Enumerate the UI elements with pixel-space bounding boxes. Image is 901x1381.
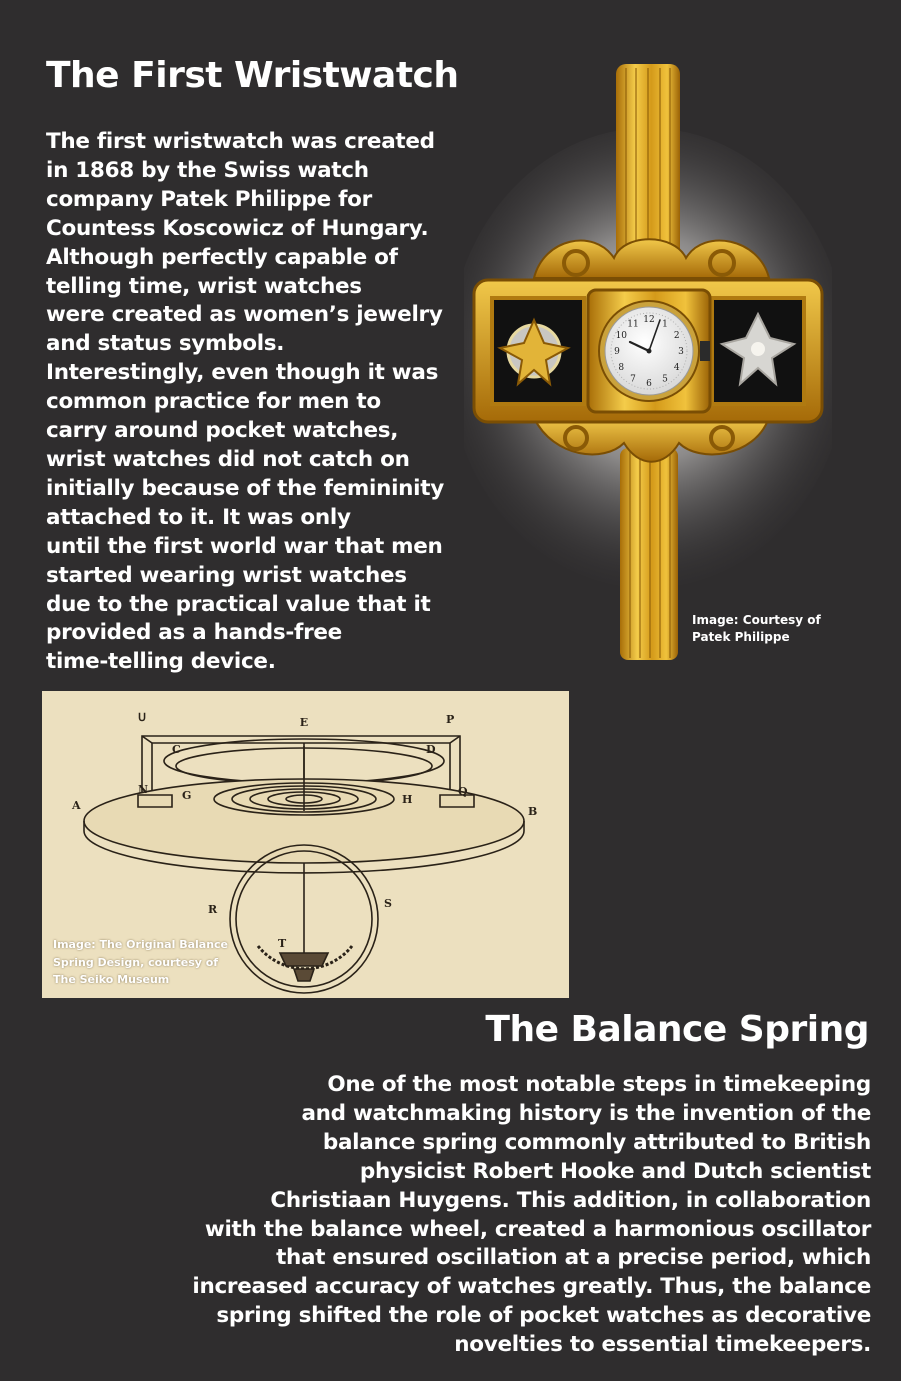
paragraph-line: until the first world war that men bbox=[46, 533, 443, 559]
figure-label: A bbox=[72, 799, 81, 812]
section-title-first-wristwatch: The First Wristwatch bbox=[46, 55, 459, 96]
paragraph-line: novelties to essential timekeepers. bbox=[454, 1332, 871, 1358]
paragraph-line: Countess Koscowicz of Hungary. bbox=[46, 215, 429, 241]
paragraph-line: telling time, wrist watches bbox=[46, 273, 362, 299]
dial-numeral: 6 bbox=[646, 379, 652, 389]
paragraph-line: physicist Robert Hooke and Dutch scientist bbox=[359, 1158, 871, 1184]
paragraph-line: attached to it. It was only bbox=[46, 504, 351, 530]
figure-label: G bbox=[182, 789, 192, 802]
dial-numeral: 4 bbox=[673, 363, 680, 373]
dial-numeral: 7 bbox=[630, 374, 636, 385]
dial-numeral: 8 bbox=[618, 363, 625, 373]
paragraph-line: due to the practical value that it bbox=[46, 591, 431, 617]
caption-line: Patek Philippe bbox=[692, 630, 790, 644]
paragraph-line: Although perfectly capable of bbox=[46, 244, 398, 270]
first-wristwatch-paragraph bbox=[46, 128, 446, 677]
paragraph-line: The first wristwatch was created bbox=[46, 129, 435, 154]
paragraph-line: increased accuracy of watches greatly. Thus, the balance bbox=[192, 1274, 871, 1300]
figure-label: D bbox=[426, 743, 436, 756]
balance-spring-paragraph bbox=[181, 1071, 871, 1360]
paragraph-line: with the balance wheel, created a harmonious oscillator bbox=[204, 1216, 871, 1242]
figure-label: S bbox=[384, 897, 392, 910]
caption-line: Image: Courtesy of bbox=[692, 613, 821, 627]
figure-label: P bbox=[446, 713, 455, 726]
paragraph-line: were created as women’s jewelry bbox=[46, 302, 443, 328]
dial-numeral: 2 bbox=[673, 331, 680, 341]
dial-numeral: 1 bbox=[662, 319, 668, 330]
figure-label: H bbox=[402, 793, 413, 806]
balance-spring-illustration bbox=[42, 691, 569, 998]
paragraph-line: Interestingly, even though it was bbox=[46, 360, 439, 386]
paragraph-line: provided as a hands-free bbox=[46, 620, 342, 646]
paragraph-line: and watchmaking history is the invention of the bbox=[301, 1100, 871, 1126]
patek-philippe-wristwatch-image bbox=[464, 58, 832, 666]
paragraph-line: spring shifted the role of pocket watches as decorative bbox=[216, 1303, 871, 1329]
paragraph-line: in 1868 by the Swiss watch bbox=[46, 157, 369, 183]
section-title-balance-spring: The Balance Spring bbox=[485, 1009, 869, 1050]
figure-label: ᑌ bbox=[138, 711, 147, 724]
paragraph-line: Christiaan Huygens. This addition, in collaboration bbox=[270, 1187, 871, 1213]
dial-numeral: 9 bbox=[614, 347, 620, 357]
figure-label: Q bbox=[458, 785, 468, 798]
watch-image-caption bbox=[692, 612, 821, 646]
figure-label: N bbox=[138, 783, 149, 796]
paragraph-line: balance spring commonly attributed to British bbox=[322, 1129, 871, 1155]
paragraph-line: company Patek Philippe for bbox=[46, 186, 372, 212]
paragraph-line: wrist watches did not catch on bbox=[46, 446, 410, 472]
caption-line: The Seiko Museum bbox=[53, 973, 170, 986]
paragraph-line: and status symbols. bbox=[46, 331, 285, 357]
balance-spring-image-caption bbox=[53, 936, 228, 989]
caption-line: Image: The Original Balance bbox=[53, 938, 229, 951]
dial-numeral: 10 bbox=[615, 331, 628, 341]
figure-label: B bbox=[528, 805, 538, 818]
figure-label: T bbox=[278, 937, 287, 950]
paragraph-line: carry around pocket watches, bbox=[46, 418, 399, 444]
figure-label: E bbox=[299, 716, 309, 729]
dial-numeral: 5 bbox=[662, 374, 668, 385]
dial-numeral: 12 bbox=[643, 315, 655, 325]
dial-numeral: 11 bbox=[627, 319, 639, 330]
paragraph-line: common practice for men to bbox=[46, 389, 381, 415]
paragraph-line: initially because of the femininity bbox=[46, 475, 444, 501]
paragraph-line: One of the most notable steps in timekeeping bbox=[327, 1072, 871, 1097]
figure-label: C bbox=[172, 743, 181, 756]
paragraph-line: started wearing wrist watches bbox=[46, 562, 407, 588]
caption-line: Spring Design, courtesy of bbox=[53, 955, 219, 969]
paragraph-line: that ensured oscillation at a precise period, which bbox=[276, 1245, 871, 1271]
dial-numeral: 3 bbox=[678, 347, 684, 357]
figure-label: R bbox=[208, 903, 218, 916]
paragraph-line: time-telling device. bbox=[46, 649, 276, 675]
